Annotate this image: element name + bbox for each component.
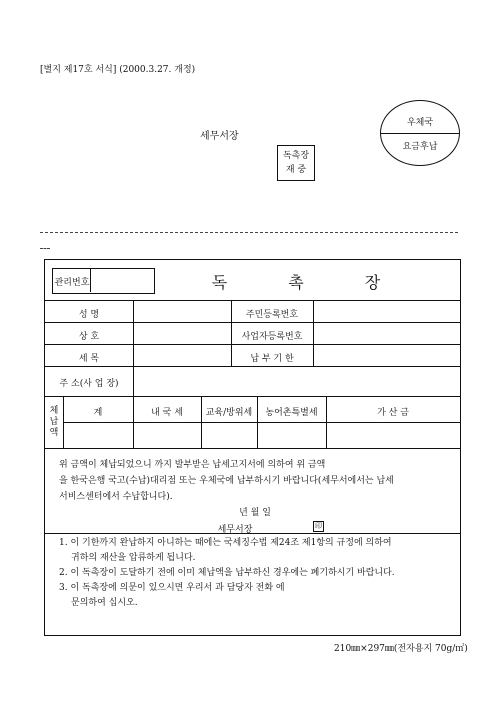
redemand-line2: 재 중: [285, 165, 307, 175]
issuer-label: 세무서장: [217, 525, 253, 535]
paper-spec: 210㎜×297㎜(전자용지 70g/㎡): [334, 644, 468, 654]
note1-line1: 1. 이 기한까지 완납하지 아니하는 때에는 국세징수법 제24조 제1항의 규정에 의하여: [59, 538, 392, 548]
address-label: 주 소(사 업 장): [59, 379, 119, 389]
mgmt-no-label: 관리번호: [54, 278, 90, 288]
cut-line: [40, 232, 458, 233]
seal-icon: 印: [315, 522, 322, 530]
col-national: 내 국 세: [151, 408, 183, 418]
postal-stamp: [380, 100, 460, 166]
redemand-line1: 독촉장: [282, 151, 310, 161]
name-label: 성 명: [78, 310, 100, 320]
col-education: 교육/방위세: [205, 408, 253, 418]
due-date-label: 납 부 기 한: [250, 354, 294, 364]
col-rural: 농어촌특별세: [265, 408, 318, 418]
notice-line2: 을 한국은행 국고(수납)대리점 또는 우체국에 납부하시기 바랍니다(세무서에서는 납세: [59, 476, 394, 486]
postal-stamp-bottom: 요금후납: [402, 142, 438, 152]
cut-line-tail: [40, 248, 50, 249]
tax-item-label: 세 목: [78, 354, 100, 364]
arrears-label: 체납액: [49, 406, 59, 438]
note3-line2: 문의하여 십시오.: [71, 598, 138, 608]
date-label: 년 월 일: [239, 508, 271, 518]
form-code: [별지 제17호 서식] (2000.3.27. 개정): [40, 65, 196, 75]
notes: [59, 536, 454, 611]
notice-line1: 위 금액이 체납되었으니 까지 발부받은 납세고지서에 의하여 위 금액: [59, 460, 326, 470]
postal-stamp-divider: [381, 133, 459, 134]
business-no-label: 사업자등록번호: [241, 332, 303, 342]
notice-line3: 서비스센터에서 수납합니다).: [59, 492, 173, 502]
dunning-form: [44, 259, 461, 636]
resident-no-label: 주민등록번호: [245, 310, 299, 320]
col-total: 계: [93, 408, 103, 418]
seal-mark: [311, 521, 324, 532]
form-title: 독 촉 장: [211, 273, 409, 292]
redemand-box: [277, 145, 315, 181]
notice-paragraph: [59, 457, 454, 505]
note1-line2: 귀하의 재산을 압류하게 됩니다.: [71, 553, 196, 563]
trade-name-label: 상 호: [78, 332, 100, 342]
postal-stamp-top: 우체국: [406, 118, 434, 128]
note3-line1: 3. 이 독촉장에 의문이 있으시면 우리서 과 담당자 전화 에: [59, 583, 285, 593]
col-penalty: 가 산 금: [377, 408, 409, 418]
office-name: 세무서장: [200, 131, 239, 142]
note2: 2. 이 독촉장이 도달하기 전에 이미 체납액을 납부하신 경우에는 폐기하시기 바랍니다.: [59, 568, 395, 578]
